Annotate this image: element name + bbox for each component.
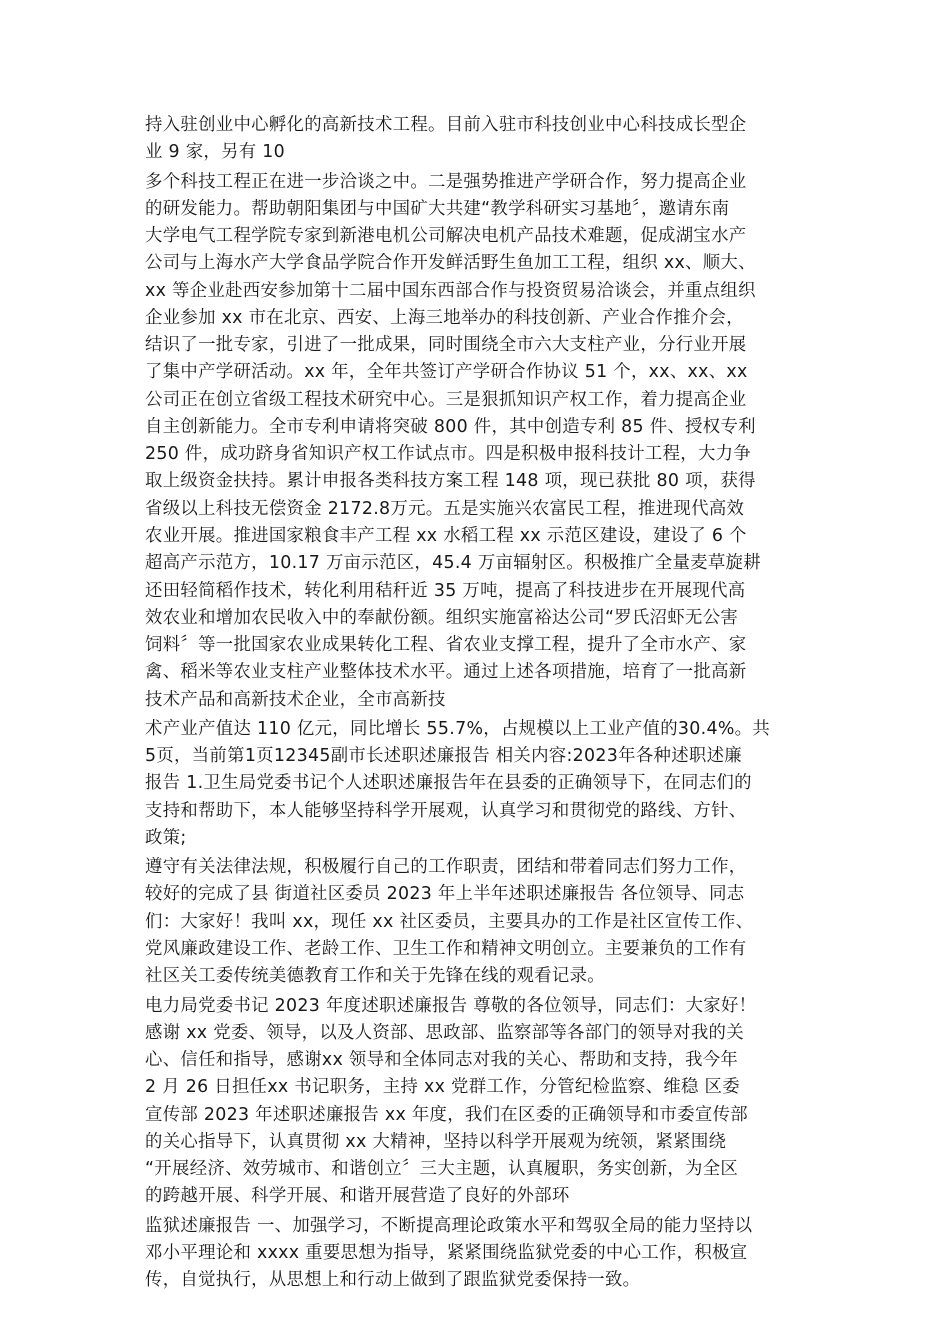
text-line: 企业参加 xx 市在北京、西安、上海三地举办的科技创新、产业合作推介会， <box>145 307 744 328</box>
text-line: 较好的完成了县 街道社区委员 2023 年上半年述职述廉报告 各位领导、同志 <box>145 884 745 905</box>
paragraph-5 <box>145 993 809 1211</box>
text-line: 支持和帮助下，本人能够坚持科学开展观，认真学习和贯彻党的路线、方针、 <box>145 800 747 821</box>
text-line: 感谢 xx 党委、领导，以及人资部、思政部、监察部等各部门的领导对我的关 <box>145 1022 744 1043</box>
text-line: 自主创新能力。全市专利申请将突破 800 件，其中创造专利 85 件、授权专利 <box>145 416 756 437</box>
text-line: 还田轻简稻作技术，转化利用秸秆近 35 万吨，提高了科技进步在开展现代高 <box>145 580 746 601</box>
text-line: 的研发能力。帮助朝阳集团与中国矿大共建“教学科研实习基地〞，邀请东南 <box>145 198 730 219</box>
text-line: 邓小平理论和 xxxx 重要思想为指导，紧紧围绕监狱党委的中心工作，积极宣 <box>145 1242 748 1263</box>
text-line: 宣传部 2023 年述职述廉报告 xx 年度，我们在区委的正确领导和市委宣传部 <box>145 1104 748 1125</box>
text-line: 大学电气工程学院专家到新港电机公司解决电机产品技术难题，促成湖宝水产 <box>145 226 747 247</box>
text-line: 的关心指导下，认真贯彻 xx 大精神，坚持以科学开展观为统领，紧紧围绕 <box>145 1131 727 1152</box>
text-line: 遵守有关法律法规，积极履行自己的工作职责，团结和带着同志们努力工作， <box>145 857 747 878</box>
text-line: xx 等企业赴西安参加第十二届中国东西部合作与投资贸易洽谈会，并重点组织 <box>145 280 756 301</box>
text-line: 取上级资金扶持。累计申报各类科技方案工程 148 项，现已获批 80 项，获得 <box>145 471 756 492</box>
text-line: 术产业产值达 110 亿元，同比增长 55.7%，占规模以上工业产值的30.4%。共 <box>145 718 771 739</box>
text-line: 超高产示范方，10.17 万亩示范区，45.4 万亩辐射区。积极推广全量麦草旋耕 <box>145 553 761 574</box>
text-line: 结识了一批专家，引进了一批成果，同时围绕全市六大支柱产业，分行业开展 <box>145 335 747 356</box>
text-line: 禽、稻米等农业支柱产业整体技术水平。通过上述各项措施，培育了一批高新 <box>145 662 747 683</box>
paragraph-4 <box>145 854 809 990</box>
text-line: 业 9 家，另有 10 <box>145 142 286 163</box>
text-line: 效农业和增加农民收入中的奉献份额。组织实施富裕达公司“罗氏沼虾无公害 <box>145 607 739 628</box>
text-line: 心、信任和指导，感谢xx 领导和全体同志对我的关心、帮助和支持，我今年 <box>145 1050 739 1071</box>
text-line: 250 件，成功跻身省知识产权工作试点市。四是积极申报科技计工程，大力争 <box>145 444 752 465</box>
text-line: 省级以上科技无偿资金 2172.8万元。五是实施兴农富民工程，推进现代高效 <box>145 498 745 519</box>
text-line: “开展经济、效劳城市、和谐创立〞三大主题，认真履职，务实创新，为全区 <box>145 1159 739 1180</box>
text-line: 报告 1.卫生局党委书记个人述职述廉报告年在县委的正确领导下，在同志们的 <box>145 773 752 794</box>
paragraph-1 <box>145 112 809 167</box>
text-line: 2 月 26 日担任xx 书记职务，主持 xx 党群工作，分管纪检监察、维稳 区委 <box>145 1077 740 1098</box>
text-line: 持入驻创业中心孵化的高新技术工程。目前入驻市科技创业中心科技成长型企 <box>145 115 747 135</box>
text-line: 党风廉政建设工作、老龄工作、卫生工作和精神文明创立。主要兼负的工作有 <box>145 938 747 959</box>
text-line: 电力局党委书记 2023 年度述职述廉报告 尊敬的各位领导，同志们：大家好！ <box>145 995 757 1016</box>
paragraph-3 <box>145 716 809 852</box>
text-line: 们：大家好！我叫 xx，现任 xx 社区委员，主要具办的工作是社区宣传工作、 <box>145 911 754 932</box>
text-line: 公司正在创立省级工程技术研究中心。三是狠抓知识产权工作，着力提高企业 <box>145 389 747 410</box>
text-line: 公司与上海水产大学食品学院合作开发鲜活野生鱼加工工程，组织 xx、顺大、 <box>145 253 756 274</box>
text-line: 多个科技工程正在进一步洽谈之中。二是强势推进产学研合作，努力提高企业 <box>145 171 747 192</box>
text-line: 社区关工委传统美德教育工作和关于先锋在线的观看记录。 <box>145 966 605 987</box>
text-line: 传，自觉执行，从思想上和行动上做到了跟监狱党委保持一致。 <box>145 1270 641 1291</box>
text-line: 农业开展。推进国家粮食丰产工程 xx 水稻工程 xx 示范区建设，建设了 6 个 <box>145 525 747 546</box>
text-line: 监狱述廉报告 一、加强学习，不断提高理论政策水平和驾驭全局的能力坚持以 <box>145 1215 753 1236</box>
text-line: 技术产品和高新技术企业，全市高新技 <box>145 689 446 710</box>
paragraph-2 <box>145 169 809 714</box>
text-line: 了集中产学研活动。xx 年，全年共签订产学研合作协议 51 个，xx、xx、xx <box>145 362 748 383</box>
text-line: 饲料〞等一批国家农业成果转化工程、省农业支撑工程，提升了全市水产、家 <box>145 635 747 656</box>
text-line: 政策; <box>145 827 187 848</box>
paragraph-6 <box>145 1213 809 1295</box>
text-line: 的跨越开展、科学开展、和谐开展营造了良好的外部环 <box>145 1186 570 1207</box>
text-line: 5页，当前第1页12345副市长述职述廉报告 相关内容:2023年各种述职述廉 <box>145 746 742 767</box>
